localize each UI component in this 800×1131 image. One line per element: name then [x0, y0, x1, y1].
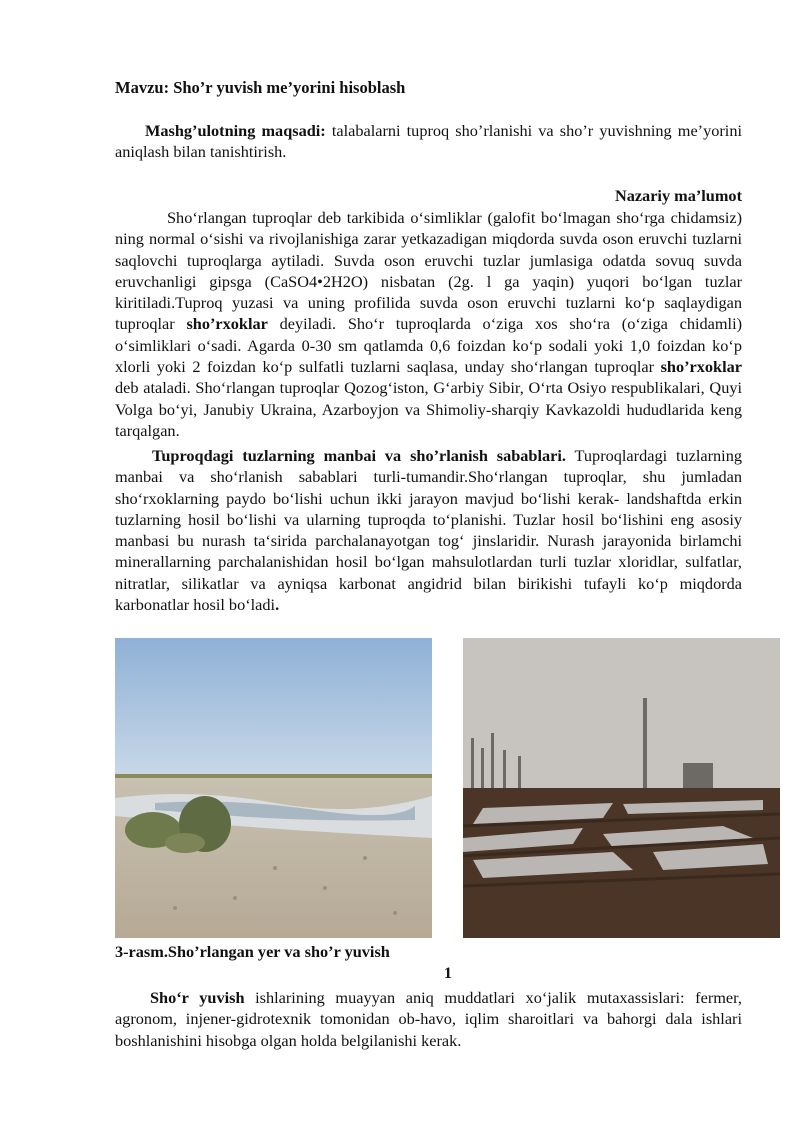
page-title: Mavzu: Sho’r yuvish me’yorini hisoblash	[115, 78, 406, 97]
p3-text: ishlarining muayyan aniq muddatlari xo‘jalik mutaxassislari: fermer, agronom, injener-gidrotexnik tomonidan ob-havo, iqlim sharoitlari va bahorgi dala ishlari boshlanishini hisobga olgan holda belgilanishi kerak.	[115, 988, 742, 1050]
theory-heading: Nazariy ma’lumot	[614, 186, 742, 205]
goal-text: talabalarni tuproq sho’rlanishi va sho’r yuvishning me’yorini aniqlash bilan tanishtirish.	[115, 121, 742, 162]
page-number: 1	[443, 963, 453, 982]
paragraph-salt-leaching	[115, 987, 742, 1051]
p2-text: Tuproqlardagi tuzlarning manbai va sho‘rlanish sabablari turli-tumandir.Sho‘rlangan tuproqlar, shu jumladan sho‘rxoklarning paydo bo‘lishi uchun ikki jarayon mavjud bo‘lishi kerak- landshaftda erkin tuzlarning hosil bo‘lishi va ularning tuproqda to‘planishi. Tuzlar hosil bo‘lishini eng asosiy manbasi bu nurash ta‘sirida parchalanayotgan tog‘ jinslaridir. Nurash jarayonida birlamchi minerallarning parchalanishidan hosil bo‘lgan mahsulotlardan turli tuzlar xloridlar, sulfatlar, nitratlar, silikatlar va ayniqsa karbonat angidrid bilan birikishi tufayli ko‘p miqdorda karbonatlar hosil bo‘ladi	[115, 446, 742, 615]
p1-term-solonchak: sho’rxoklar	[186, 314, 268, 334]
p1-text-e: deb ataladi. Sho‘rlangan tuproqlar Qozog‘iston, G‘arbiy Sibir, O‘rta Osiyo respublikalari, Quyi Volga bo‘yi, Janubiy Ukraina, Azarboyjon va Shimoliy-sharqiy Kavkazoldi hududlarida keng tarqalgan.	[115, 378, 742, 440]
goal-label: Mashg’ulotning maqsadi:	[145, 121, 326, 140]
figure-caption: 3-rasm.Sho’rlangan yer va sho’r yuvish	[115, 942, 390, 961]
p2-end: .	[275, 595, 280, 615]
p1-text-c: deyiladi. Sho‘r tuproqlarda o‘ziga xos sho‘ra (o‘ziga chidamli) o‘simliklari o‘sadi. Agarda 0-30 sm qatlamda 0,6 foizdan ko‘p sodali yoki 1,0 foizdan ko‘p xlorli yoki 2 foizdan ko‘p sulfatli tuzlarni saqlasa, unday sho‘rlangan tuproqlar	[115, 314, 743, 377]
paragraph-saline-soils	[115, 207, 742, 441]
p3-term: Sho‘r yuvish	[150, 988, 245, 1007]
photo-saline-land	[115, 638, 432, 938]
photo-salt-leaching	[463, 638, 780, 938]
p1-term-solonchak-2: sho’rxoklar	[660, 357, 742, 377]
p1-text-a: Sho‘rlangan tuproqlar deb tarkibida o‘simliklar (galofit bo‘lmagan sho‘rga chidamsiz) ning normal o‘sishi va rivojlanishiga zarar yetkazadigan miqdorda suvda oson eruvchi tuzlarni saqlovchi tuproqlarga aytiladi. Suvda oson eruvchi tuzlar jumlasiga odatda sovuq suvda eruvchanligi gipsga (CaSO4•2H2O) nisbatan (2g. l ga yaqin) yuqori bo‘lgan tuzlar kiritiladi.Tuproq yuzasi va uning profilida suvda oson eruvchi tuzlarni ko‘p saqlaydigan tuproqlar	[115, 208, 742, 334]
p2-heading: Tuproqdagi tuzlarning manbai va sho’rlanish sabablari.	[152, 446, 566, 465]
paragraph-salt-sources	[115, 445, 742, 615]
goal-paragraph	[115, 120, 742, 163]
